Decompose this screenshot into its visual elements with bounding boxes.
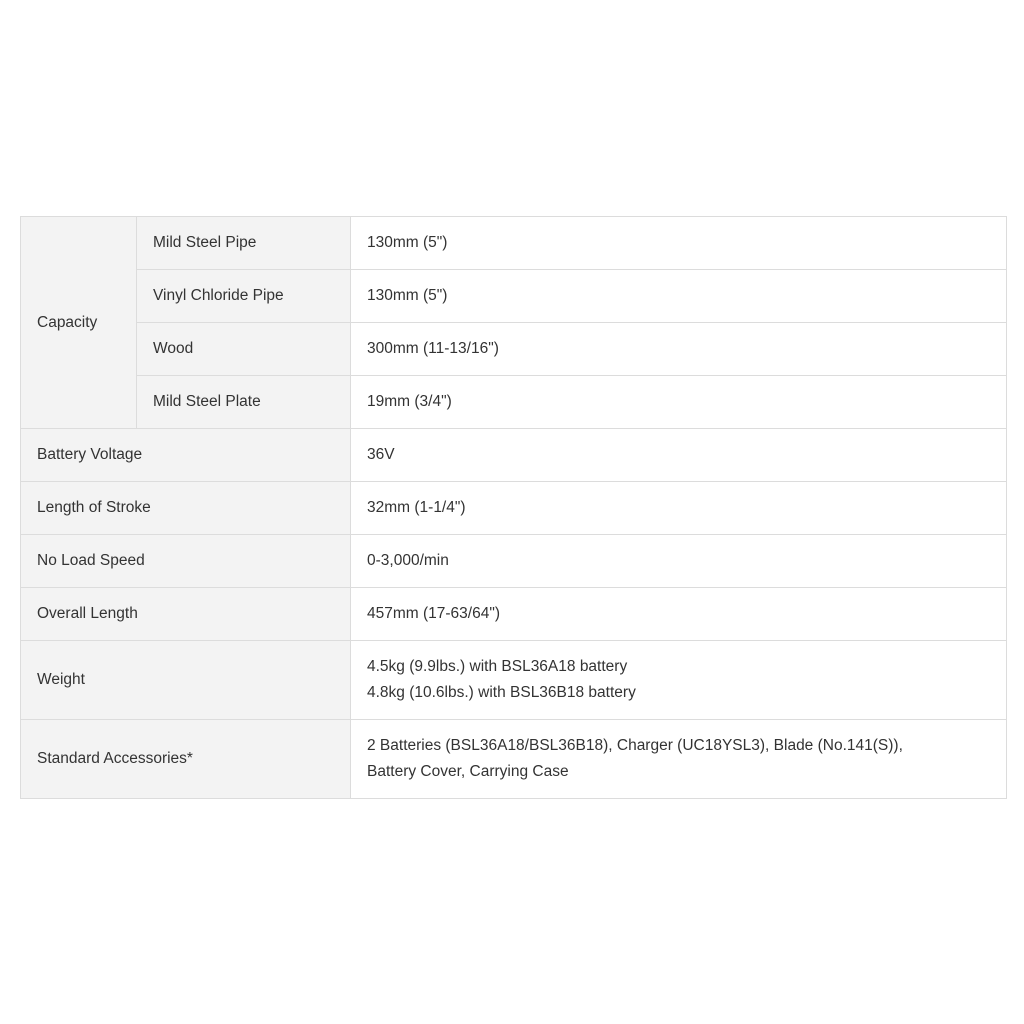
spec-label: Battery Voltage — [21, 429, 351, 482]
table-row — [21, 588, 1007, 641]
table-row — [21, 217, 1007, 270]
spec-value: 457mm (17-63/64") — [351, 588, 1007, 641]
capacity-material: Mild Steel Plate — [137, 376, 351, 429]
weight-line: 4.8kg (10.6lbs.) with BSL36B18 battery — [367, 684, 636, 701]
table-row — [21, 376, 1007, 429]
capacity-value: 300mm (11-13/16") — [351, 323, 1007, 376]
table-row — [21, 270, 1007, 323]
spec-value: 32mm (1-1/4") — [351, 482, 1007, 535]
table-row — [21, 535, 1007, 588]
capacity-value: 130mm (5") — [351, 270, 1007, 323]
table-row — [21, 429, 1007, 482]
spec-table — [20, 216, 1007, 799]
accessories-value — [351, 720, 1007, 799]
capacity-label: Capacity — [21, 217, 137, 429]
table-row — [21, 482, 1007, 535]
weight-label: Weight — [21, 641, 351, 720]
table-row — [21, 641, 1007, 720]
capacity-material: Mild Steel Pipe — [137, 217, 351, 270]
spec-label: No Load Speed — [21, 535, 351, 588]
capacity-value: 19mm (3/4") — [351, 376, 1007, 429]
accessories-line: 2 Batteries (BSL36A18/BSL36B18), Charger (UC18YSL3), Blade (No.141(S)), — [367, 737, 903, 754]
accessories-label: Standard Accessories* — [21, 720, 351, 799]
weight-line: 4.5kg (9.9lbs.) with BSL36A18 battery — [367, 658, 628, 675]
capacity-material: Vinyl Chloride Pipe — [137, 270, 351, 323]
spec-label: Overall Length — [21, 588, 351, 641]
table-row — [21, 323, 1007, 376]
spec-value: 36V — [351, 429, 1007, 482]
spec-label: Length of Stroke — [21, 482, 351, 535]
table-row — [21, 720, 1007, 799]
capacity-material: Wood — [137, 323, 351, 376]
capacity-value: 130mm (5") — [351, 217, 1007, 270]
spec-value: 0-3,000/min — [351, 535, 1007, 588]
weight-value — [351, 641, 1007, 720]
accessories-line: Battery Cover, Carrying Case — [367, 763, 569, 780]
